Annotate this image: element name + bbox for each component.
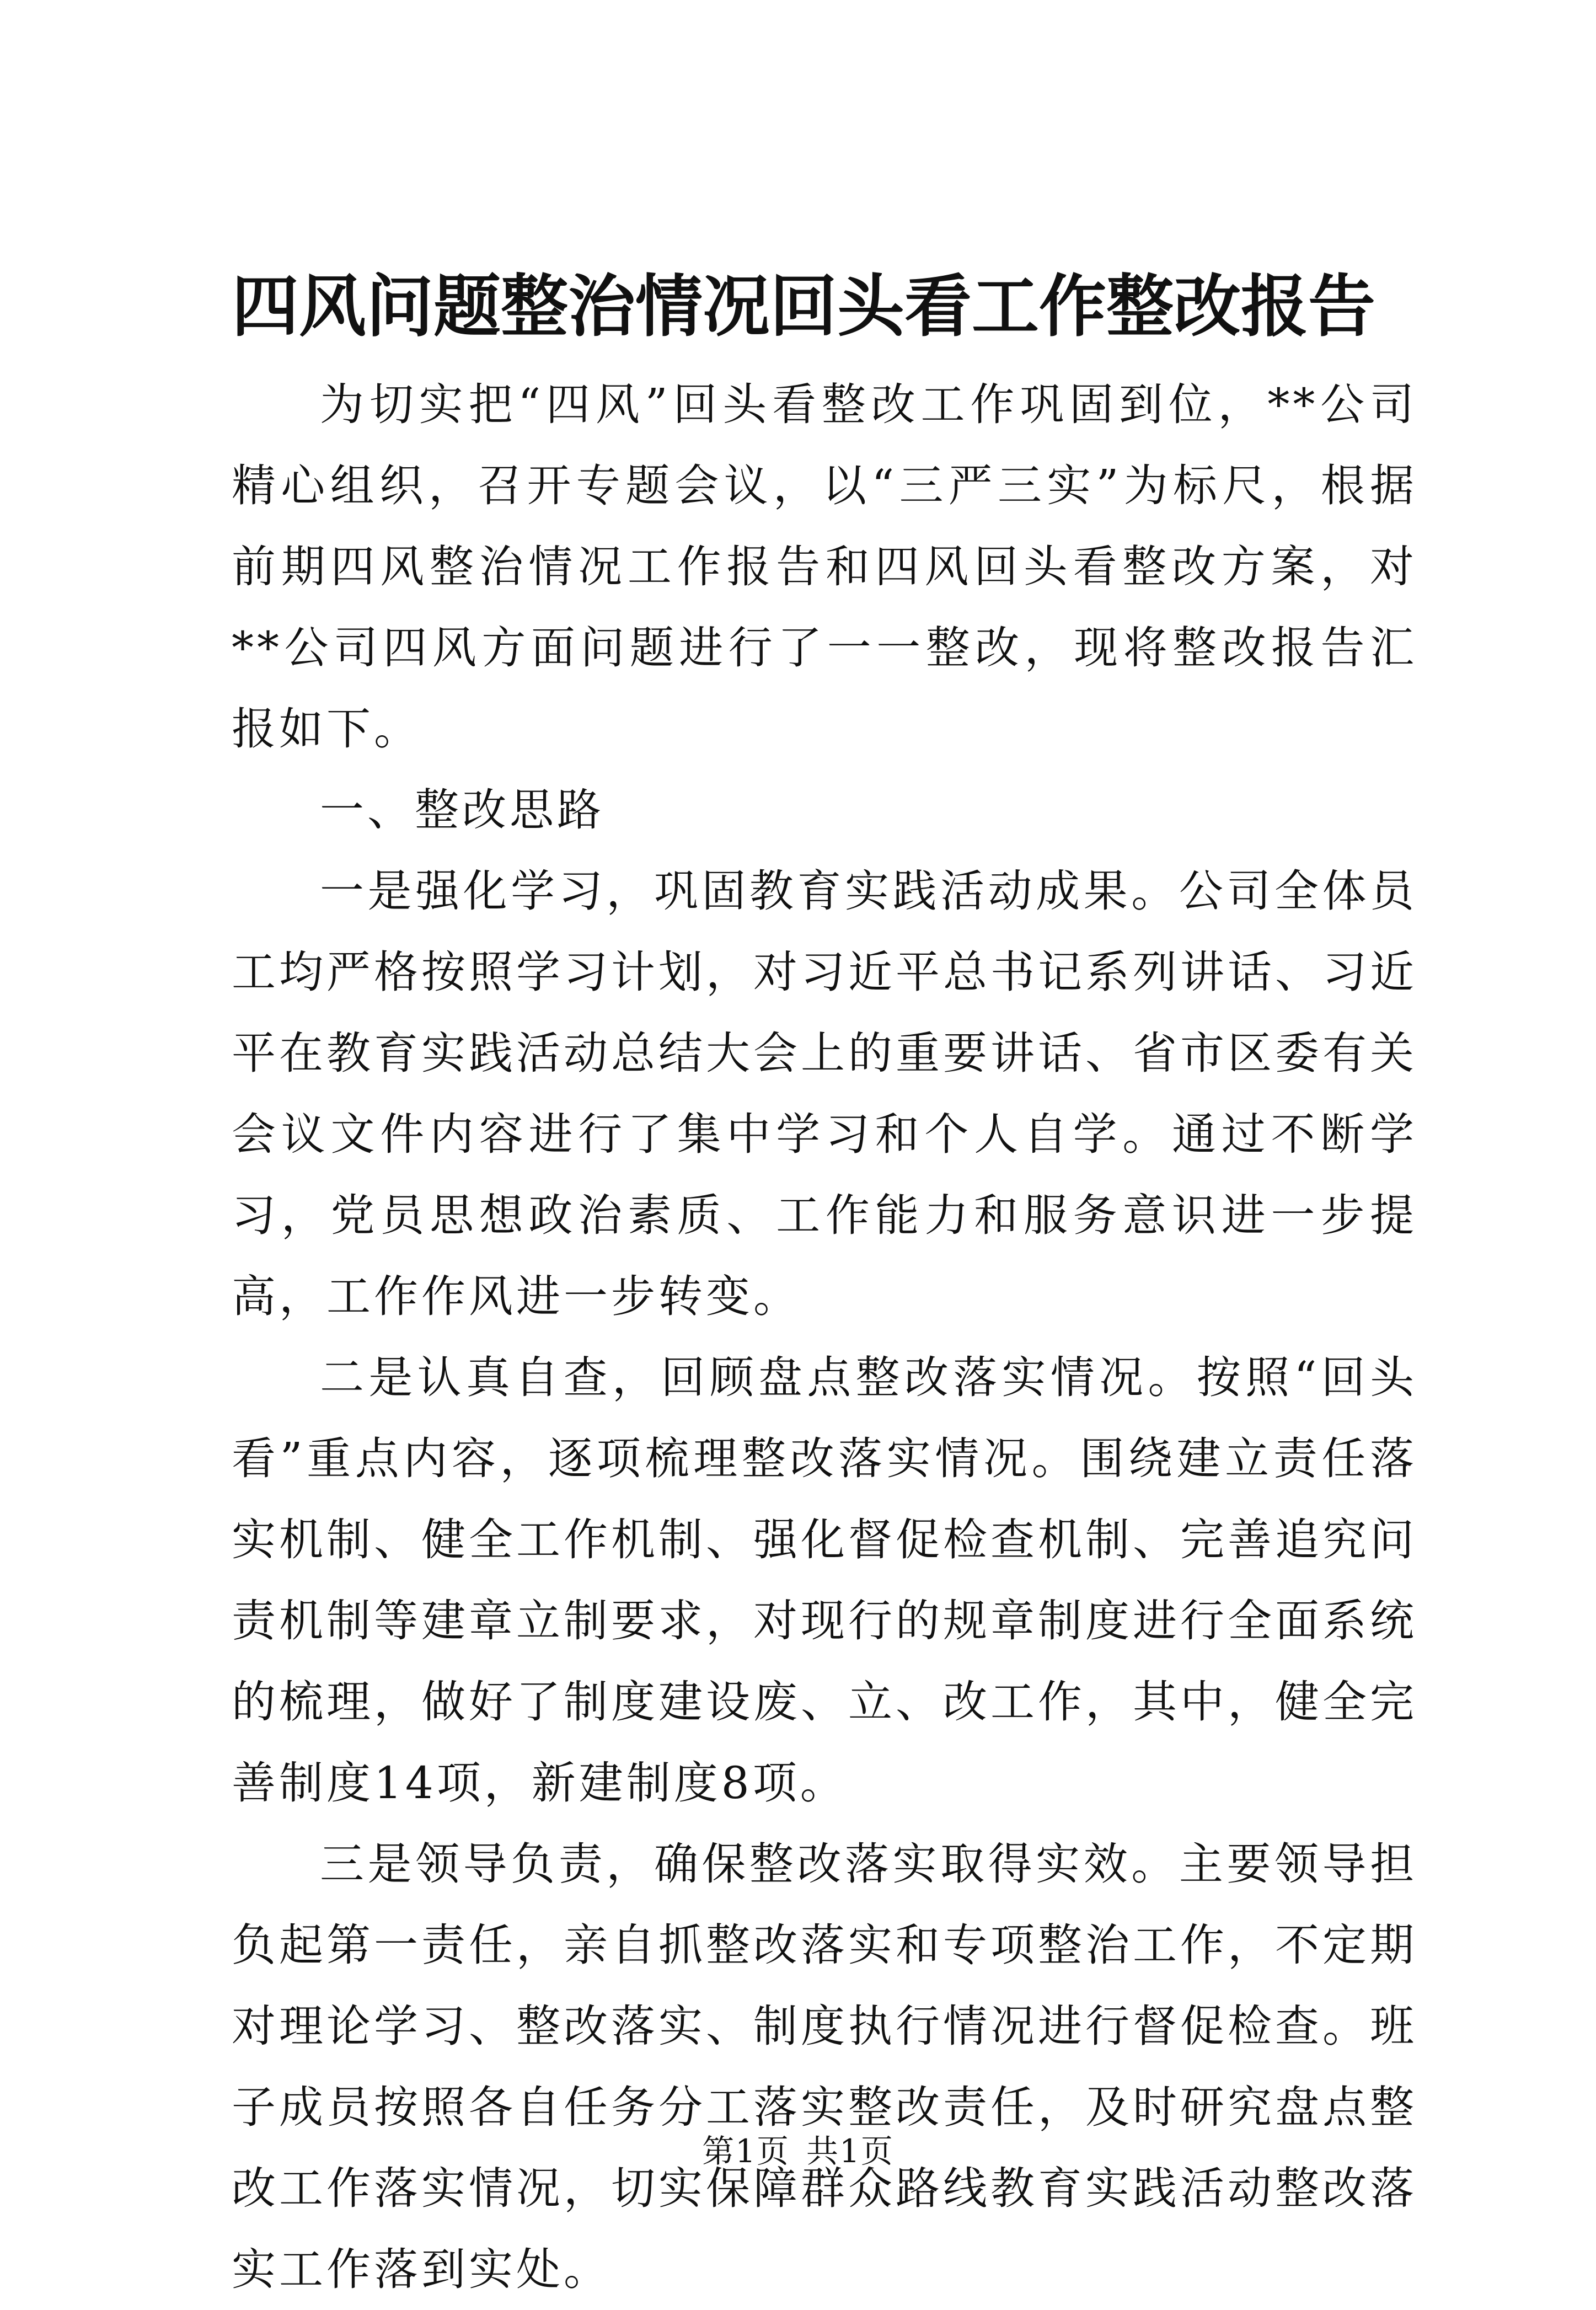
- paragraph-point-two: 二是认真自查，回顾盘点整改落实情况。按照“回头看”重点内容，逐项梳理整改落实情况。围绕建立责任落实机制、健全工作机制、强化督促检查机制、完善追究问责机制等建章立制要求，对现行的规章制度进行全面系统的梳理，做好了制度建设废、立、改工作，其中，健全完善制度14项，新建制度8项。: [232, 1352, 1417, 1809]
- paragraph-point-three: 三是领导负责，确保整改落实取得实效。主要领导担负起第一责任，亲自抓整改落实和专项整治工作，不定期对理论学习、整改落实、制度执行情况进行督促检查。班子成员按照各自任务分工落实整改责任，及时研究盘点整改工作落实情况，切实保障群众路线教育实践活动整改落实工作落到实处。: [232, 1838, 1417, 2295]
- paragraph-intro: 为切实把“四风”回头看整改工作巩固到位，**公司精心组织，召开专题会议，以“三严三实”为标尺，根据前期四风整治情况工作报告和四风回头看整改方案，对**公司四风方面问题进行了一一整改，现将整改报告汇报如下。: [232, 379, 1417, 755]
- document-body: [232, 364, 1417, 2310]
- page-number: 第1页: [702, 2132, 790, 2170]
- page-total: 共1页: [806, 2132, 894, 2170]
- section-heading-rectification-approach: 一、整改思路: [320, 784, 604, 836]
- page-footer: [0, 2129, 1596, 2173]
- paragraph-point-one: 一是强化学习，巩固教育实践活动成果。公司全体员工均严格按照学习计划，对习近平总书记系列讲话、习近平在教育实践活动总结大会上的重要讲话、省市区委有关会议文件内容进行了集中学习和个人自学。通过不断学习，党员思想政治素质、工作能力和服务意识进一步提高，工作作风进一步转变。: [232, 865, 1417, 1322]
- document-title: 四风问题整治情况回头看工作整改报告: [232, 266, 1375, 346]
